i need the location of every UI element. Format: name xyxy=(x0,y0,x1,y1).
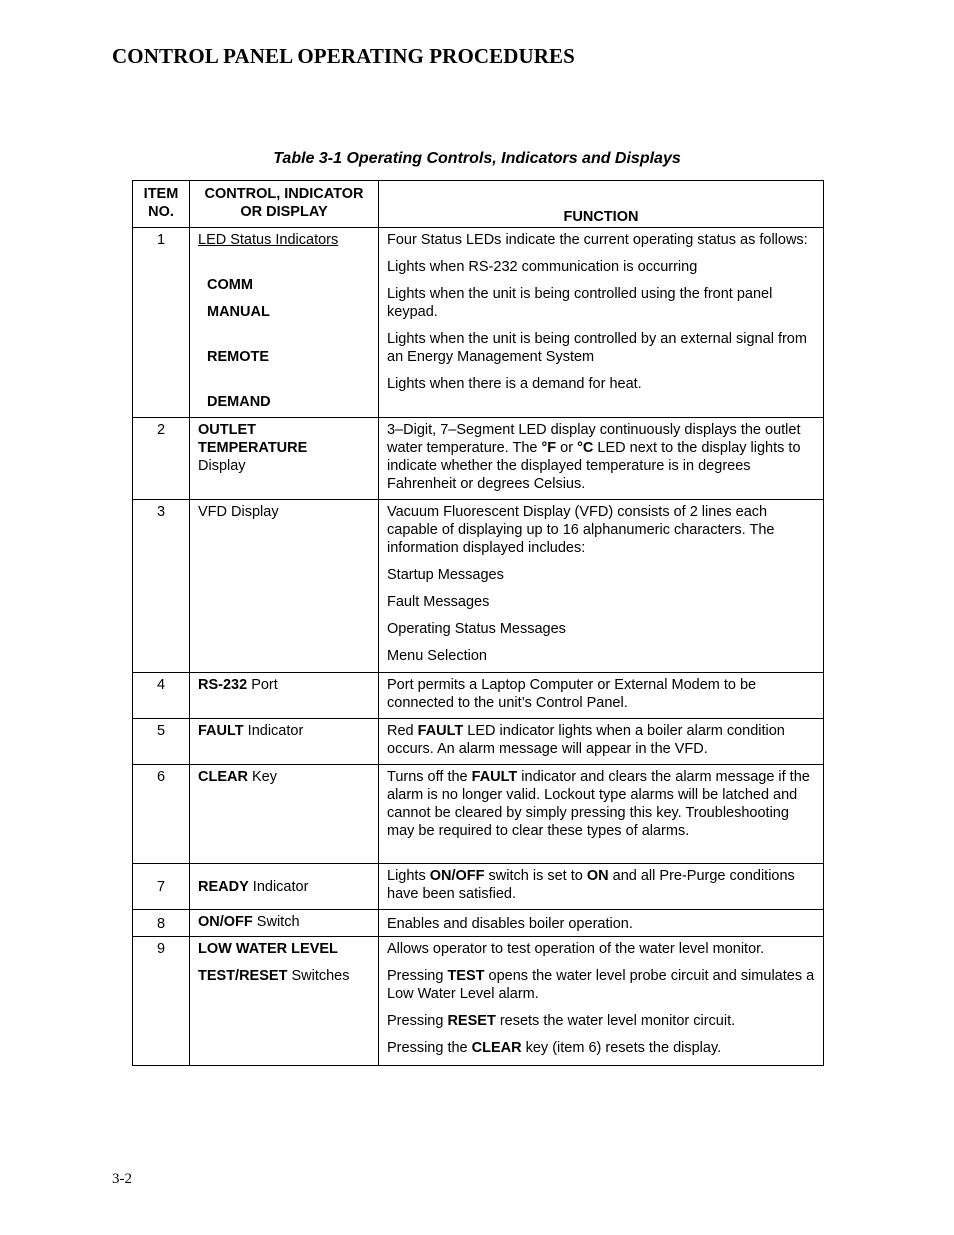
item-no: 7 xyxy=(133,864,190,910)
control-name: TEMPERATURE xyxy=(198,440,308,456)
function-cell: Red FAULT LED indicator lights when a boiler alarm condition occurs. An alarm message will appear in the VFD. xyxy=(379,719,824,765)
page-title: CONTROL PANEL OPERATING PROCEDURES xyxy=(112,44,575,68)
table-header-row xyxy=(133,181,824,228)
control-cell xyxy=(190,500,379,673)
control-cell xyxy=(190,765,379,864)
function-text: Pressing RESET resets the water level monitor circuit. xyxy=(387,1013,736,1029)
control-cell xyxy=(190,910,379,937)
function-text: Lights when RS-232 communication is occurring xyxy=(387,259,698,275)
item-no: 2 xyxy=(133,418,190,500)
function-text: Lights when the unit is being controlled by an external signal from an Energy Management System xyxy=(387,331,807,365)
control-name: ON/OFF xyxy=(198,914,253,930)
table-row xyxy=(133,719,824,765)
control-suffix: Key xyxy=(247,769,277,785)
control-name: FAULT xyxy=(198,723,244,739)
led-demand: DEMAND xyxy=(207,394,271,410)
function-cell: Lights ON/OFF switch is set to ON and all Pre-Purge conditions have been satisfied. xyxy=(379,864,824,910)
header-function: FUNCTION xyxy=(379,181,824,228)
control-suffix: Display xyxy=(198,458,246,474)
table-row xyxy=(133,500,824,673)
function-cell xyxy=(379,500,824,673)
table-caption: Table 3-1 Operating Controls, Indicators and Displays xyxy=(273,150,681,167)
function-text: Operating Status Messages xyxy=(387,621,566,637)
header-control: CONTROL, INDICATOR OR DISPLAY xyxy=(190,181,379,228)
control-suffix: Switch xyxy=(252,914,300,930)
control-name: TEST/RESET xyxy=(198,968,288,984)
item-no: 8 xyxy=(133,910,190,937)
control-name: OUTLET xyxy=(198,422,256,438)
page-number: 3-2 xyxy=(112,1171,132,1187)
item-no: 6 xyxy=(133,765,190,864)
control-name: RS-232 xyxy=(198,677,248,693)
control-name: READY xyxy=(198,878,249,895)
control-name: LED Status Indicators xyxy=(198,232,339,248)
function-text: Menu Selection xyxy=(387,648,487,664)
controls-table xyxy=(132,180,824,1066)
item-no: 1 xyxy=(133,228,190,418)
function-text: Allows operator to test operation of the water level monitor. xyxy=(387,941,765,957)
item-no: 5 xyxy=(133,719,190,765)
control-cell xyxy=(190,937,379,1066)
function-cell: Port permits a Laptop Computer or External Modem to be connected to the unit’s Control Panel. xyxy=(379,673,824,719)
function-text: Lights when there is a demand for heat. xyxy=(387,376,642,392)
control-name: VFD Display xyxy=(198,504,279,520)
table-row xyxy=(133,937,824,1066)
item-no: 4 xyxy=(133,673,190,719)
item-no: 9 xyxy=(133,937,190,1066)
table-row xyxy=(133,228,824,418)
item-no: 3 xyxy=(133,500,190,673)
control-name: LOW WATER LEVEL xyxy=(198,941,338,957)
led-comm: COMM xyxy=(207,277,253,293)
header-item-no: ITEM NO. xyxy=(133,181,190,228)
control-cell xyxy=(190,719,379,765)
led-remote: REMOTE xyxy=(207,349,270,365)
function-text: Vacuum Fluorescent Display (VFD) consists of 2 lines each capable of displaying up to 16 alphanumeric characters. The information displayed includes: xyxy=(387,504,775,556)
led-manual: MANUAL xyxy=(207,304,270,320)
control-cell xyxy=(190,673,379,719)
control-suffix: Indicator xyxy=(243,723,304,739)
function-cell: 3–Digit, 7–Segment LED display continuously displays the outlet water temperature. The °F or °C LED next to the display lights to indicate whether the displayed temperature is in degrees Fahrenheit or degrees Celsius. xyxy=(379,418,824,500)
function-text: Lights when the unit is being controlled using the front panel keypad. xyxy=(387,286,773,320)
control-suffix: Switches xyxy=(287,968,350,984)
function-cell xyxy=(379,937,824,1066)
function-text: Fault Messages xyxy=(387,594,490,610)
function-text: Pressing the CLEAR key (item 6) resets the display. xyxy=(387,1040,722,1056)
control-cell xyxy=(190,864,379,910)
function-text: Pressing TEST opens the water level probe circuit and simulates a Low Water Level alarm. xyxy=(387,968,815,1002)
function-text: Startup Messages xyxy=(387,567,504,583)
control-cell xyxy=(190,418,379,500)
table-row xyxy=(133,910,824,937)
table-row xyxy=(133,673,824,719)
function-cell: Enables and disables boiler operation. xyxy=(379,910,824,937)
control-suffix: Port xyxy=(247,677,278,693)
control-name: CLEAR xyxy=(198,769,248,785)
control-cell xyxy=(190,228,379,418)
function-cell xyxy=(379,228,824,418)
table-row xyxy=(133,418,824,500)
control-suffix: Indicator xyxy=(248,878,309,895)
function-text: Four Status LEDs indicate the current operating status as follows: xyxy=(387,232,808,248)
table-row xyxy=(133,864,824,910)
function-cell: Turns off the FAULT indicator and clears the alarm message if the alarm is no longer valid. Lockout type alarms will be latched and cannot be cleared by simply pressing this key. Troubleshooting may be required to clear these types of alarms. xyxy=(379,765,824,864)
table-row xyxy=(133,765,824,864)
